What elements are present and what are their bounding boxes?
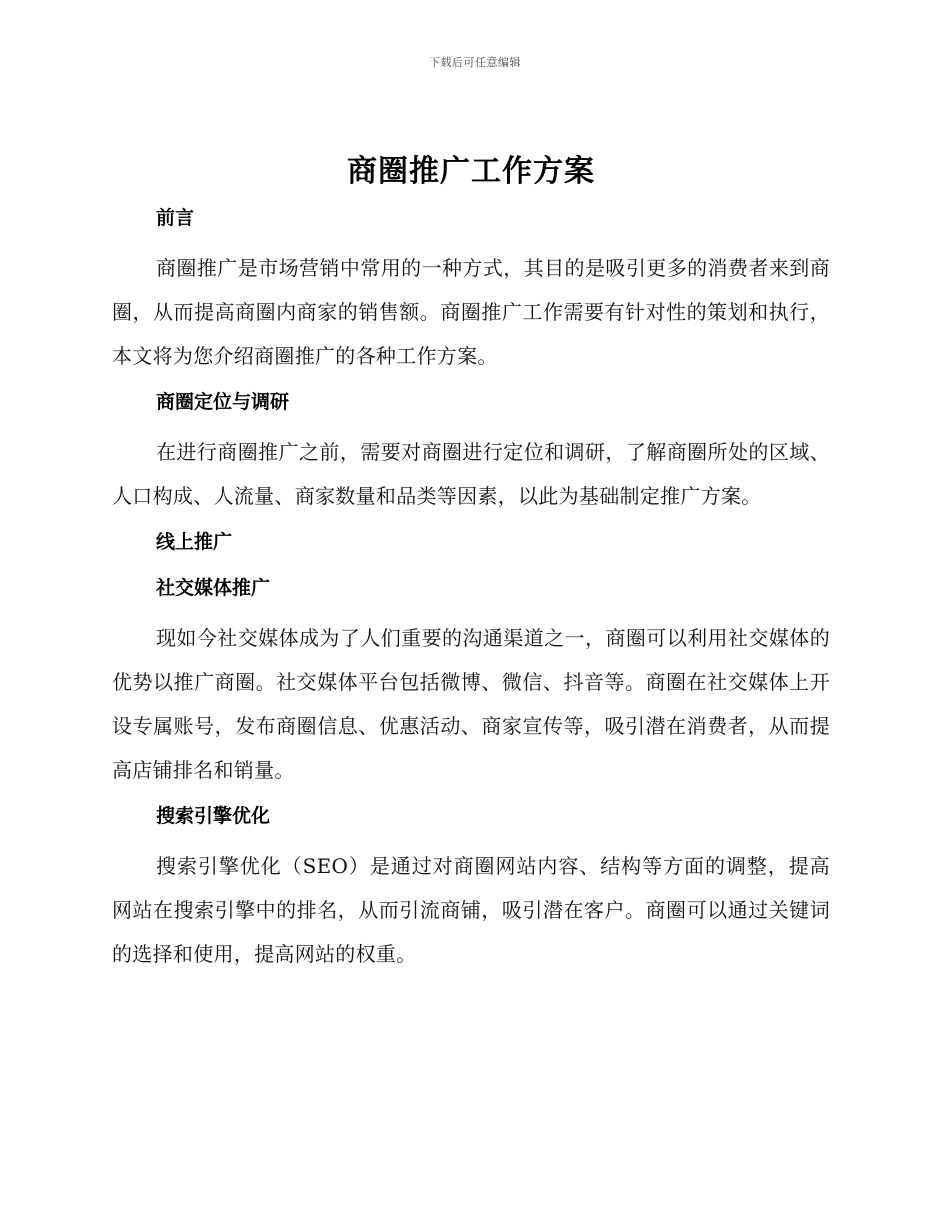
paragraph-seo: 搜索引擎优化（SEO）是通过对商圈网站内容、结构等方面的调整，提高网站在搜索引擎中的排名，从而引流商铺，吸引潜在客户。商圈可以通过关键词的选择和使用，提高网站的权重。 — [112, 854, 830, 966]
document-body — [112, 148, 830, 986]
header-note: 下载后可任意编辑 — [429, 56, 521, 69]
paragraph-preface: 商圈推广是市场营销中常用的一种方式，其目的是吸引更多的消费者来到商圈，从而提高商圈内商家的销售额。商圈推广工作需要有针对性的策划和执行，本文将为您介绍商圈推广的各种工作方案。 — [112, 256, 830, 368]
paragraph-social-media: 现如今社交媒体成为了人们重要的沟通渠道之一，商圈可以利用社交媒体的优势以推广商圈。社交媒体平台包括微博、微信、抖音等。商圈在社交媒体上开设专属账号，发布商圈信息、优惠活动、商家宣传等，吸引潜在消费者，从而提高店铺排名和销量。 — [112, 626, 830, 782]
section-heading-online-promotion: 线上推广 — [156, 531, 233, 553]
section-heading-social-media: 社交媒体推广 — [156, 577, 271, 599]
section-heading-preface: 前言 — [156, 207, 195, 229]
section-heading-seo: 搜索引擎优化 — [156, 805, 271, 827]
paragraph-positioning-research: 在进行商圈推广之前，需要对商圈进行定位和调研，了解商圈所处的区域、人口构成、人流量、商家数量和品类等因素，以此为基础制定推广方案。 — [112, 440, 830, 508]
section-heading-positioning-research: 商圈定位与调研 — [156, 391, 290, 413]
document-title: 商圈推广工作方案 — [347, 154, 595, 189]
